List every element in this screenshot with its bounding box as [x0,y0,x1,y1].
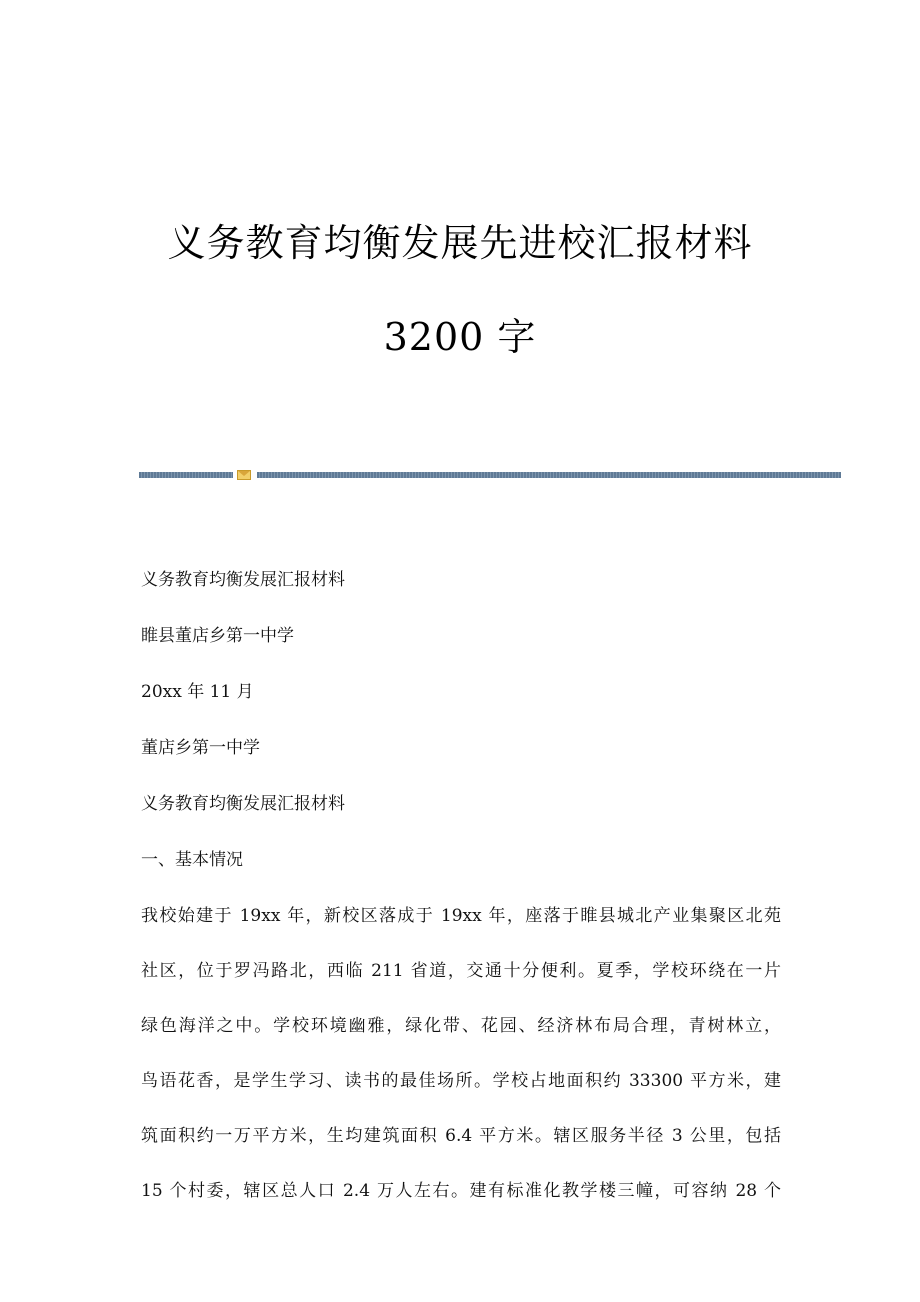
paragraph-line: 15 个村委，辖区总人口 2.4 万人左右。建有标准化教学楼三幢，可容纳 28 个 [141,1181,781,1201]
envelope-icon [237,470,251,480]
section-heading-basic-info: 一、基本情况 [141,850,243,870]
paragraph-line: 绿色海洋之中。学校环境幽雅，绿化带、花园、经济林布局合理，青树林立， [141,1016,781,1036]
section-divider [139,470,841,480]
school-name: 睢县董店乡第一中学 [141,626,294,646]
paragraph-line: 鸟语花香，是学生学习、读书的最佳场所。学校占地面积约 33300 平方米，建 [141,1071,781,1091]
divider-bar-right [257,472,841,478]
body-paragraph [141,902,781,1205]
document-title-line-1: 义务教育均衡发展先进校汇报材料 [167,221,753,265]
subtitle-heading: 义务教育均衡发展汇报材料 [141,570,345,590]
document-date: 20xx 年 11 月 [141,682,254,702]
report-heading: 义务教育均衡发展汇报材料 [141,794,345,814]
school-short-name: 董店乡第一中学 [141,738,260,758]
divider-bar-left [139,472,233,478]
paragraph-line: 社区，位于罗冯路北，西临 211 省道，交通十分便利。夏季，学校环绕在一片 [141,961,781,981]
document-title-line-2: 3200 字 [383,315,537,359]
paragraph-line: 我校始建于 19xx 年，新校区落成于 19xx 年，座落于睢县城北产业集聚区北苑 [141,906,781,926]
paragraph-line: 筑面积约一万平方米，生均建筑面积 6.4 平方米。辖区服务半径 3 公里，包括 [141,1126,781,1146]
